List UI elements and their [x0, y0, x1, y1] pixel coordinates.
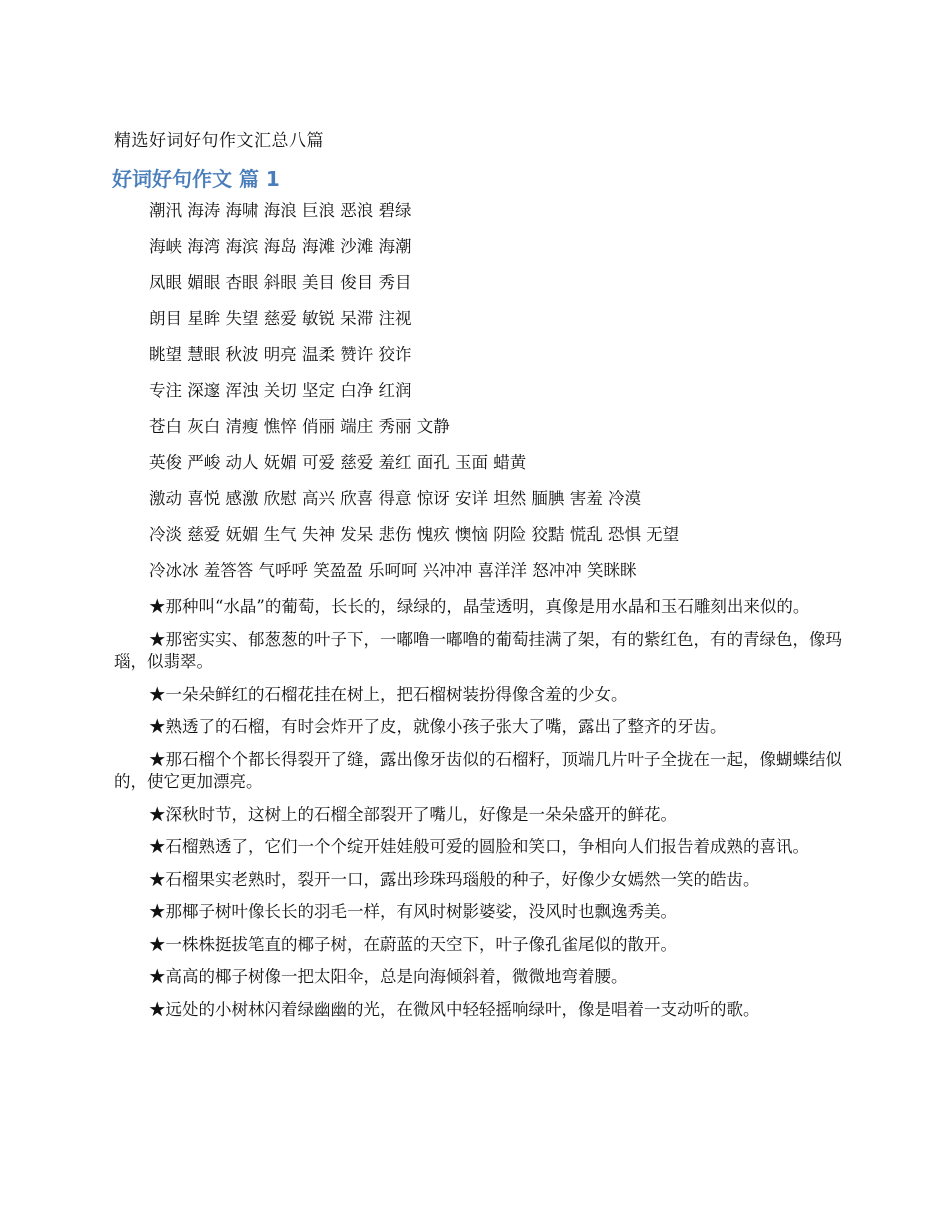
word-line: 苍白 灰白 清瘦 憔悴 俏丽 端庄 秀丽 文静	[149, 417, 450, 436]
document-title: 精选好词好句作文汇总八篇	[114, 131, 324, 151]
word-line: 潮汛 海涛 海啸 海浪 巨浪 恶浪 碧绿	[149, 201, 412, 220]
word-list	[114, 200, 842, 583]
word-line: 专注 深邃 浑浊 关切 坚定 白净 红润	[149, 381, 412, 400]
document-body	[114, 200, 842, 1031]
section-heading: 好词好句作文 篇 1	[112, 167, 280, 191]
word-line: 眺望 慧眼 秋波 明亮 温柔 赞许 狡诈	[149, 345, 412, 364]
sentence-item: ★那种叫“水晶”的葡萄，长长的，绿绿的，晶莹透明，真像是用水晶和玉石雕刻出来似的。	[149, 597, 810, 616]
sentence-item: ★一朵朵鲜红的石榴花挂在树上，把石榴树装扮得像含羞的少女。	[149, 684, 628, 704]
word-line: 英俊 严峻 动人 妩媚 可爱 慈爱 羞红 面孔 玉面 蜡黄	[149, 453, 527, 472]
sentence-item: ★高高的椰子树像一把太阳伞，总是向海倾斜着，微微地弯着腰。	[149, 967, 628, 986]
sentence-item: ★那密实实、郁葱葱的叶子下，一嘟噜一嘟噜的葡萄挂满了架，有的紫红色，有的青绿色，像玛瑙，似翡翠。	[114, 629, 842, 671]
sentence-item: ★远处的小树林闪着绿幽幽的光，在微风中轻轻摇响绿叶，像是唱着一支动听的歌。	[149, 999, 760, 1019]
sentence-item: ★那椰子树叶像长长的羽毛一样，有风时树影婆娑，没风时也飘逸秀美。	[149, 902, 677, 921]
sentence-list	[114, 596, 842, 1021]
word-line: 冷淡 慈爱 妩媚 生气 失神 发呆 悲伤 愧疚 懊恼 阴险 狡黠 慌乱 恐惧 无望	[149, 525, 680, 544]
sentence-item: ★那石榴个个都长得裂开了缝，露出像牙齿似的石榴籽，顶端几片叶子全拢在一起，像蝴蝶结似的，使它更加漂亮。	[114, 749, 842, 791]
word-line: 海峡 海湾 海滨 海岛 海滩 沙滩 海潮	[149, 237, 412, 256]
sentence-item: ★一株株挺拔笔直的椰子树，在蔚蓝的天空下，叶子像孔雀尾似的散开。	[149, 934, 677, 954]
word-line: 冷冰冰 羞答答 气呼呼 笑盈盈 乐呵呵 兴冲冲 喜洋洋 怒冲冲 笑眯眯	[149, 561, 637, 580]
word-line: 激动 喜悦 感激 欣慰 高兴 欣喜 得意 惊讶 安详 坦然 腼腆 害羞 冷漠	[149, 489, 641, 508]
sentence-item: ★石榴果实老熟时，裂开一口，露出珍珠玛瑙般的种子，好像少女嫣然一笑的皓齿。	[149, 869, 760, 889]
sentence-item: ★深秋时节，这树上的石榴全部裂开了嘴儿，好像是一朵朵盛开的鲜花。	[149, 804, 677, 824]
word-line: 朗目 星眸 失望 慈爱 敏锐 呆滞 注视	[149, 309, 412, 328]
sentence-item: ★熟透了的石榴，有时会炸开了皮，就像小孩子张大了嘴，露出了整齐的牙齿。	[149, 717, 727, 736]
sentence-item: ★石榴熟透了，它们一个个绽开娃娃般可爱的圆脸和笑口，争相向人们报告着成熟的喜讯。	[149, 837, 809, 856]
word-line: 凤眼 媚眼 杏眼 斜眼 美目 俊目 秀目	[149, 273, 412, 292]
